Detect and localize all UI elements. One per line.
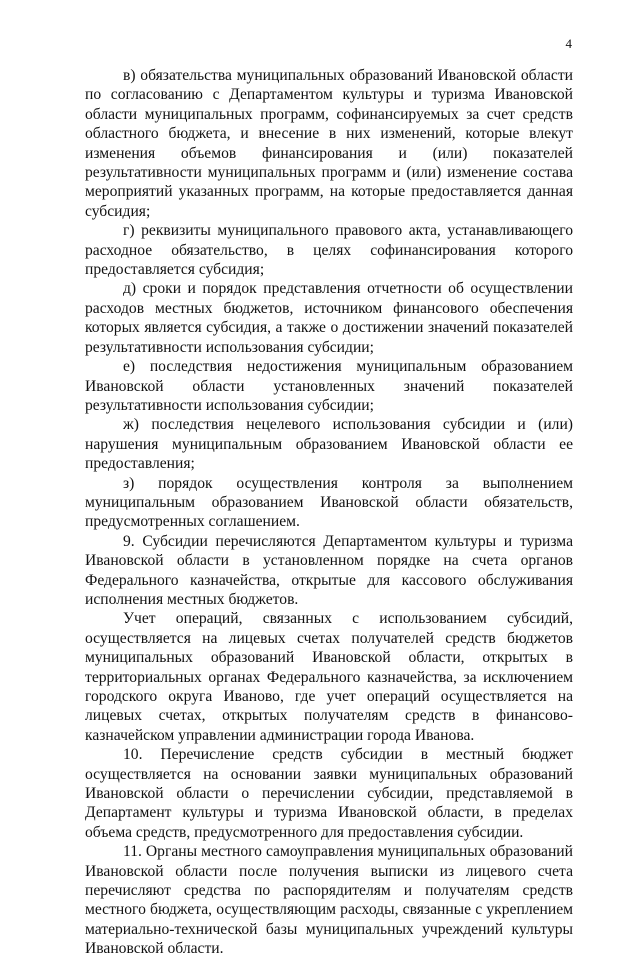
paragraph-v-obligations: в) обязательства муниципальных образований Ивановской области по согласованию с Департаментом культуры и туризма Ивановской области муниципальных программ, софинансируемых за счет средств областного бюджета, и внесение в них изменений, которые влекут изменения объемов финансирования и (или) показателей результативности муниципальных программ и (или) изменение состава мероприятий указанных программ, на которые предоставляется данная субсидия; [85,67,573,220]
paragraph-9-transfer: 9. Субсидии перечисляются Департаментом культуры и туризма Ивановской области в установленном порядке на счета органов Федерального казначейства, открытые для кассового обслуживания исполнения местных бюджетов. [85,532,573,608]
paragraph-d-reporting: д) сроки и порядок представления отчетности об осуществлении расходов местных бюджетов, источником финансового обеспечения которых является субсидия, а также о достижении значений показателей результативности использования субсидии; [85,280,573,356]
paragraph-g-legal-act: г) реквизиты муниципального правового акта, устанавливающего расходное обязательство, в целях софинансирования которого предоставляется субсидия; [85,222,573,279]
paragraph-11-local-authorities: 11. Органы местного самоуправления муниципальных образований Ивановской области после получения выписки из лицевого счета перечисляют средства по распорядителям и получателям средств местного бюджета, осуществляющим расходы, связанные с укреплением материально-технической базы муниципальных учреждений культуры Ивановской области. [85,843,573,958]
page-number: 4 [565,36,572,51]
paragraph-10-payment: 10. Перечисление средств субсидии в местный бюджет осуществляется на основании заявки муниципальных образований Ивановской области о перечислении субсидии, представляемой в Департамент культуры и туризма Ивановской области, в пределах объема средств, предусмотренного для предоставления субсидии. [85,746,573,841]
paragraph-zh-misuse: ж) последствия нецелевого использования субсидии и (или) нарушения муниципальным образованием Ивановской области ее предоставления; [85,416,573,473]
document-body [85,66,573,959]
paragraph-accounting: Учет операций, связанных с использованием субсидий, осуществляется на лицевых счетах получателей средств бюджетов муниципальных образований Ивановской области, открытых в территориальных органах Федерального казначейства, за исключением городского округа Иваново, где учет операций осуществляется на лицевых счетах, открытых получателям средств в финансово-казначейском управлении администрации города Иванова. [85,610,573,744]
paragraph-z-control: з) порядок осуществления контроля за выполнением муниципальным образованием Ивановской области обязательств, предусмотренных соглашением. [85,474,573,531]
paragraph-e-non-achievement: е) последствия недостижения муниципальным образованием Ивановской области установленных значений показателей результативности использования субсидии; [85,358,573,414]
